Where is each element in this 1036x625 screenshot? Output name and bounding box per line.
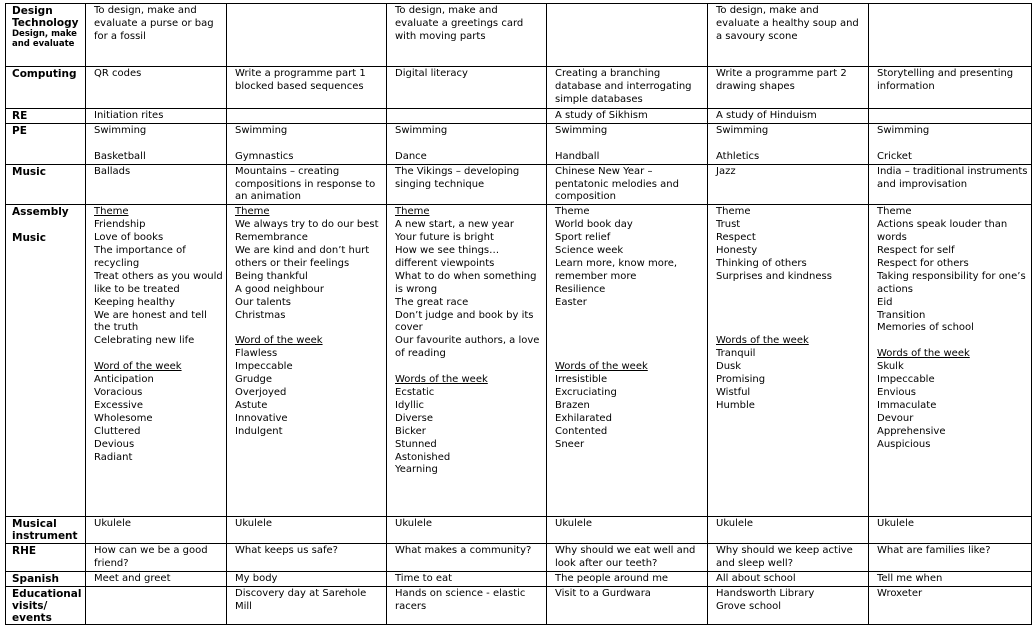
- subject-label: Music: [6, 164, 86, 205]
- cell-music-1: Ballads: [86, 164, 227, 205]
- theme-item: What to do when something is wrong: [395, 270, 537, 295]
- words-heading: Words of the week: [716, 335, 809, 347]
- row-pe: [6, 123, 1032, 164]
- words-heading: Word of the week: [94, 361, 182, 373]
- cell-spanish-2: My body: [227, 572, 387, 587]
- word-item: Dusk: [716, 361, 742, 373]
- pe-term-b: Gymnastics: [235, 150, 294, 162]
- cell-pe-5: [708, 123, 869, 164]
- cell-dt-2: [227, 4, 387, 67]
- subject-label: Design Technology: [12, 5, 79, 29]
- word-item: Voracious: [94, 387, 143, 398]
- theme-item: We always try to do our best: [235, 219, 379, 231]
- cell-pe-1: [86, 123, 227, 164]
- word-item: Indulgent: [235, 425, 283, 437]
- word-item: Envious: [877, 387, 917, 398]
- theme-item: Actions speak louder than words: [877, 219, 1008, 244]
- word-item: Overjoyed: [235, 387, 287, 398]
- subject-label: Assembly: [12, 206, 69, 219]
- word-item: Devious: [94, 438, 135, 450]
- theme-item: The great race: [395, 296, 469, 308]
- theme-item: Eid: [877, 296, 893, 308]
- word-item: Innovative: [235, 412, 288, 424]
- word-item: Excruciating: [555, 386, 617, 398]
- cell-spanish-6: Tell me when: [869, 572, 1032, 587]
- theme-item: Christmas: [235, 309, 286, 321]
- cell-assembly-1: [86, 205, 227, 517]
- cell-re-6: [869, 109, 1032, 124]
- word-item: Exhilarated: [555, 412, 612, 424]
- cell-music-4: Chinese New Year – pentatonic melodies and composition: [547, 164, 708, 205]
- cell-assembly-4: [547, 205, 708, 517]
- cell-instrument-6: Ukulele: [869, 517, 1032, 544]
- theme-item: Trust: [716, 219, 741, 231]
- cell-music-2: Mountains – creating compositions in response to an animation: [227, 164, 387, 205]
- pe-term-a: Swimming: [555, 124, 608, 136]
- pe-term-b: Basketball: [94, 150, 146, 162]
- theme-item: Respect for others: [877, 257, 969, 269]
- cell-dt-4: [547, 4, 708, 67]
- word-item: Immaculate: [877, 399, 937, 411]
- theme-item: The importance of recycling: [94, 245, 186, 269]
- cell-pe-4: [547, 123, 708, 164]
- word-item: Radiant: [94, 451, 133, 463]
- subject-label: Spanish: [6, 572, 86, 587]
- word-item: Anticipation: [94, 374, 154, 386]
- subject-label: Computing: [6, 67, 86, 109]
- word-item: Apprehensive: [877, 425, 946, 437]
- theme-item: Being thankful: [235, 270, 308, 282]
- subject-label: Educational visits/ events: [6, 587, 86, 625]
- word-item: Wistful: [716, 386, 751, 398]
- cell-rhe-2: What keeps us safe?: [227, 544, 387, 572]
- theme-item: Taking responsibility for one’s actions: [877, 270, 1026, 295]
- theme-item: Our favourite authors, a love of reading: [395, 335, 540, 360]
- row-re: [6, 109, 1032, 124]
- cell-music-5: Jazz: [708, 164, 869, 205]
- word-item: Impeccable: [877, 374, 935, 386]
- word-item: Promising: [716, 374, 766, 386]
- row-computing: [6, 67, 1032, 109]
- theme-item: Learn more, know more, remember more: [555, 257, 678, 282]
- theme-item: Your future is bright: [395, 232, 494, 244]
- cell-computing-1: QR codes: [86, 67, 227, 109]
- cell-instrument-3: Ukulele: [387, 517, 547, 544]
- theme-item: Love of books: [94, 232, 164, 244]
- theme-item: A new start, a new year: [395, 219, 514, 231]
- cell-instrument-4: Ukulele: [547, 517, 708, 544]
- theme-item: Respect: [716, 232, 756, 244]
- theme-heading: Theme: [716, 206, 751, 218]
- theme-item: Keeping healthy: [94, 296, 175, 308]
- pe-term-b: Dance: [395, 150, 427, 162]
- subject-sublabel: Design, make and evaluate: [12, 29, 77, 49]
- cell-dt-1: To design, make and evaluate a purse or bag for a fossil: [86, 4, 227, 67]
- row-design-technology: [6, 4, 1032, 67]
- theme-item: Honesty: [716, 245, 758, 257]
- word-item: Irresistible: [555, 374, 608, 386]
- word-item: Ecstatic: [395, 387, 435, 398]
- word-item: Wholesome: [94, 412, 153, 424]
- pe-term-a: Swimming: [395, 124, 448, 136]
- cell-spanish-5: All about school: [708, 572, 869, 587]
- cell-instrument-2: Ukulele: [227, 517, 387, 544]
- theme-heading: Theme: [555, 206, 590, 218]
- cell-dt-3: To design, make and evaluate a greetings card with moving parts: [387, 4, 547, 67]
- word-item: Excessive: [94, 399, 143, 411]
- subject-label: Musical instrument: [6, 517, 86, 544]
- cell-computing-5: Write a programme part 2 drawing shapes: [708, 67, 869, 109]
- theme-item: Remembrance: [235, 232, 308, 244]
- word-item: Tranquil: [716, 348, 756, 360]
- word-item: Sneer: [555, 438, 585, 450]
- theme-item: Our talents: [235, 296, 291, 308]
- cell-spanish-3: Time to eat: [387, 572, 547, 587]
- theme-item: Thinking of others: [716, 257, 807, 269]
- pe-term-a: Swimming: [877, 124, 930, 136]
- cell-rhe-6: What are families like?: [869, 544, 1032, 572]
- word-item: Yearning: [395, 464, 438, 476]
- word-item: Stunned: [395, 438, 437, 450]
- cell-re-5: A study of Hinduism: [708, 109, 869, 124]
- cell-music-3: The Vikings – developing singing technique: [387, 164, 547, 205]
- cell-music-6: India – traditional instruments and improvisation: [869, 164, 1032, 205]
- visit-item: Grove school: [716, 600, 782, 612]
- cell-visits-4: Visit to a Gurdwara: [547, 587, 708, 625]
- word-item: Flawless: [235, 348, 278, 360]
- cell-spanish-4: The people around me: [547, 572, 708, 587]
- cell-rhe-5: Why should we keep active and sleep well?: [708, 544, 869, 572]
- cell-rhe-4: Why should we eat well and look after our teeth?: [547, 544, 708, 572]
- theme-heading: Theme: [235, 206, 270, 218]
- cell-dt-5: To design, make and evaluate a healthy soup and a savoury scone: [708, 4, 869, 67]
- cell-computing-6: Storytelling and presenting information: [869, 67, 1032, 109]
- theme-item: Transition: [877, 309, 926, 321]
- word-item: Humble: [716, 399, 755, 411]
- pe-term-b: Cricket: [877, 150, 912, 162]
- word-item: Cluttered: [94, 425, 141, 437]
- row-musical-instrument: [6, 517, 1032, 544]
- cell-rhe-1: How can we be a good friend?: [86, 544, 227, 572]
- word-item: Astonished: [395, 451, 451, 463]
- visit-item: Handsworth Library: [716, 588, 815, 600]
- word-item: Diverse: [395, 412, 434, 424]
- cell-spanish-1: Meet and greet: [86, 572, 227, 587]
- words-heading: Words of the week: [395, 374, 488, 386]
- cell-visits-3: Hands on science - elastic racers: [387, 587, 547, 625]
- theme-item: We are honest and tell the truth: [94, 309, 207, 334]
- word-item: Contented: [555, 425, 608, 437]
- curriculum-page: [5, 3, 1031, 625]
- cell-assembly-6: [869, 205, 1032, 517]
- theme-item: Friendship: [94, 219, 146, 231]
- word-item: Auspicious: [877, 438, 931, 450]
- cell-visits-6: Wroxeter: [869, 587, 1032, 625]
- cell-computing-2: Write a programme part 1 blocked based sequences: [227, 67, 387, 109]
- theme-item: Memories of school: [877, 322, 974, 334]
- pe-term-a: Swimming: [94, 124, 147, 136]
- subject-label-secondary: Music: [12, 232, 46, 245]
- theme-item: A good neighbour: [235, 283, 324, 295]
- subject-cell: [6, 4, 86, 67]
- cell-rhe-3: What makes a community?: [387, 544, 547, 572]
- words-heading: Word of the week: [235, 335, 323, 347]
- word-item: Impeccable: [235, 361, 293, 373]
- row-spanish: [6, 572, 1032, 587]
- curriculum-table: [5, 3, 1032, 625]
- cell-pe-2: [227, 123, 387, 164]
- theme-item: We are kind and don’t hurt others or their feelings: [235, 245, 370, 269]
- cell-visits-2: Discovery day at Sarehole Mill: [227, 587, 387, 625]
- words-heading: Words of the week: [555, 361, 648, 373]
- row-rhe: [6, 544, 1032, 572]
- theme-item: Resilience: [555, 283, 606, 295]
- cell-assembly-2: [227, 205, 387, 517]
- row-music: [6, 164, 1032, 205]
- theme-item: Easter: [555, 296, 587, 308]
- theme-item: Don’t judge and book by its cover: [395, 309, 534, 334]
- pe-term-b: Athletics: [716, 150, 760, 162]
- cell-pe-6: [869, 123, 1032, 164]
- word-item: Grudge: [235, 374, 273, 386]
- theme-item: Sport relief: [555, 232, 611, 244]
- theme-item: Treat others as you would like to be treated: [94, 270, 223, 295]
- theme-heading: Theme: [94, 206, 129, 218]
- cell-instrument-5: Ukulele: [708, 517, 869, 544]
- word-item: Bicker: [395, 425, 426, 437]
- pe-term-a: Swimming: [235, 124, 288, 136]
- theme-item: Celebrating new life: [94, 335, 195, 347]
- theme-heading: Theme: [395, 206, 430, 218]
- theme-item: Respect for self: [877, 245, 955, 257]
- cell-instrument-1: Ukulele: [86, 517, 227, 544]
- cell-pe-3: [387, 123, 547, 164]
- theme-item: World book day: [555, 219, 633, 231]
- word-item: Brazen: [555, 399, 590, 411]
- theme-item: Surprises and kindness: [716, 270, 832, 282]
- cell-assembly-3: [387, 205, 547, 517]
- cell-computing-4: Creating a branching database and interrogating simple databases: [547, 67, 708, 109]
- cell-re-1: Initiation rites: [86, 109, 227, 124]
- subject-cell: [6, 205, 86, 517]
- word-item: Astute: [235, 399, 268, 411]
- cell-assembly-5: [708, 205, 869, 517]
- word-item: Devour: [877, 412, 914, 424]
- cell-re-3: [387, 109, 547, 124]
- subject-label: PE: [6, 123, 86, 164]
- word-item: Idyllic: [395, 399, 425, 411]
- cell-re-2: [227, 109, 387, 124]
- cell-re-4: A study of Sikhism: [547, 109, 708, 124]
- subject-label: RHE: [6, 544, 86, 572]
- words-heading: Words of the week: [877, 348, 970, 360]
- row-assembly: [6, 205, 1032, 517]
- cell-dt-6: [869, 4, 1032, 67]
- subject-label: RE: [6, 109, 86, 124]
- pe-term-b: Handball: [555, 150, 600, 162]
- theme-item: Science week: [555, 245, 624, 257]
- theme-item: How we see things… different viewpoints: [395, 245, 500, 269]
- cell-computing-3: Digital literacy: [387, 67, 547, 109]
- theme-heading: Theme: [877, 206, 912, 218]
- pe-term-a: Swimming: [716, 124, 769, 136]
- word-item: Skulk: [877, 361, 904, 373]
